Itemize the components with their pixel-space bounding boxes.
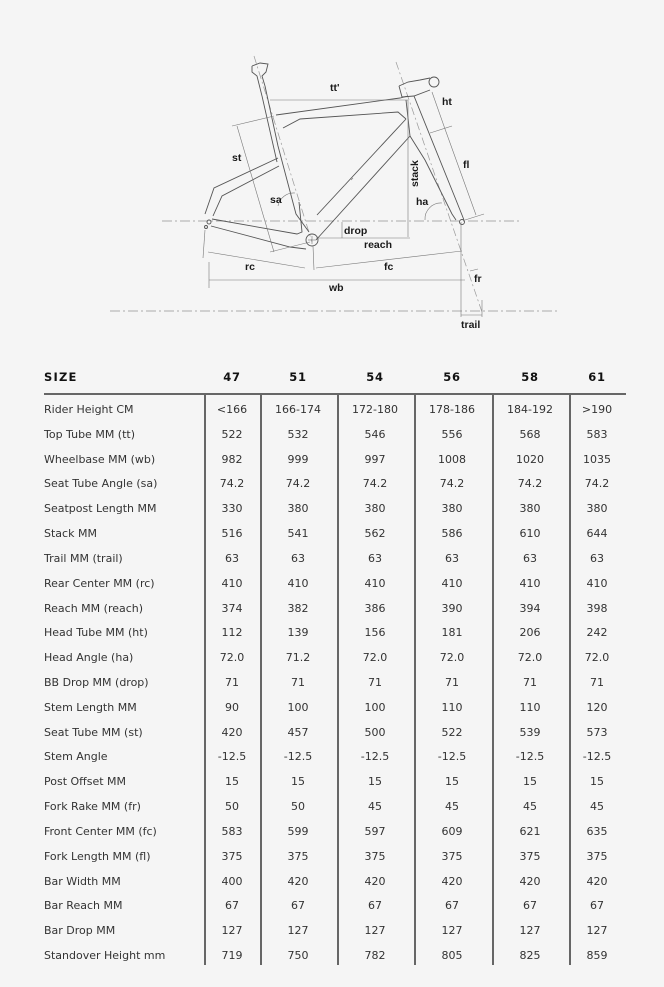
table-cell: 63 (291, 551, 305, 565)
table-cell: 63 (445, 551, 459, 565)
label-sa: sa (270, 194, 282, 206)
table-cell: -12.5 (437, 750, 467, 764)
row-label: Bar Reach MM (44, 899, 123, 913)
row-label: Bar Drop MM (44, 924, 116, 938)
table-cell: 67 (445, 899, 459, 913)
table-cell: 74.2 (584, 477, 610, 491)
table-cell: 181 (441, 626, 463, 640)
table-cell: 546 (364, 427, 386, 441)
table-cell: 420 (519, 874, 541, 888)
label-rc: rc (245, 261, 255, 273)
column-divider (337, 394, 339, 965)
table-cell: 74.2 (517, 477, 543, 491)
table-cell: 750 (287, 949, 309, 963)
table-cell: 166-174 (275, 403, 321, 416)
table-cell: 522 (441, 725, 463, 739)
row-label: Stem Length MM (44, 700, 137, 714)
table-cell: 127 (287, 924, 309, 938)
table-cell: 410 (441, 576, 463, 590)
label-wb: wb (329, 282, 344, 294)
row-label: Reach MM (reach) (44, 601, 144, 615)
table-cell: 72.0 (584, 651, 610, 665)
table-cell: 374 (221, 601, 243, 615)
table-cell: 63 (225, 551, 239, 565)
table-cell: 242 (586, 626, 608, 640)
table-cell: 45 (523, 800, 537, 814)
size-header: SIZE (44, 370, 78, 384)
table-cell: 375 (364, 849, 386, 863)
row-label: Stem Angle (44, 750, 108, 764)
table-cell: 127 (441, 924, 463, 938)
table-cell: 375 (441, 849, 463, 863)
row-label: Fork Rake MM (fr) (44, 800, 141, 814)
table-cell: 380 (364, 502, 386, 516)
size-column-header: 58 (521, 370, 539, 384)
table-cell: 1020 (516, 452, 544, 466)
table-cell: 568 (519, 427, 541, 441)
row-label: Standover Height mm (44, 949, 166, 963)
table-cell: 120 (586, 700, 608, 714)
table-cell: 50 (225, 800, 239, 814)
row-label: Bar Width MM (44, 874, 121, 888)
table-cell: 1008 (438, 452, 466, 466)
table-cell: 330 (221, 502, 243, 516)
table-cell: 74.2 (285, 477, 311, 491)
table-cell: 610 (519, 527, 541, 541)
table-cell: 583 (221, 824, 243, 838)
row-label: Head Tube MM (ht) (44, 626, 148, 640)
table-cell: -12.5 (360, 750, 390, 764)
table-cell: 100 (364, 700, 386, 714)
label-fl: fl (463, 159, 470, 171)
table-cell: 982 (221, 452, 243, 466)
table-cell: 45 (590, 800, 604, 814)
table-cell: 394 (519, 601, 541, 615)
table-cell: 45 (368, 800, 382, 814)
table-cell: 410 (586, 576, 608, 590)
table-cell: 15 (445, 775, 459, 789)
table-cell: 556 (441, 427, 463, 441)
table-cell: 573 (586, 725, 608, 739)
column-divider (492, 394, 494, 965)
table-cell: 516 (221, 527, 243, 541)
table-cell: 410 (221, 576, 243, 590)
table-cell: 375 (519, 849, 541, 863)
row-label: Seat Tube Angle (sa) (44, 477, 158, 491)
table-cell: 541 (287, 527, 309, 541)
table-cell: 127 (519, 924, 541, 938)
table-cell: 67 (225, 899, 239, 913)
table-cell: 63 (368, 551, 382, 565)
table-cell: 380 (287, 502, 309, 516)
table-cell: 127 (221, 924, 243, 938)
table-cell: 72.0 (517, 651, 543, 665)
table-cell: 382 (287, 601, 309, 615)
table-cell: 500 (364, 725, 386, 739)
table-cell: 420 (364, 874, 386, 888)
table-cell: 420 (221, 725, 243, 739)
table-cell: 15 (590, 775, 604, 789)
table-cell: 644 (586, 527, 608, 541)
row-label: Post Offset MM (44, 775, 127, 789)
table-cell: 380 (441, 502, 463, 516)
table-cell: 997 (364, 452, 386, 466)
size-column-header: 61 (588, 370, 606, 384)
table-cell: 522 (221, 427, 243, 441)
table-cell: 71 (291, 676, 305, 690)
table-cell: 375 (586, 849, 608, 863)
table-cell: 15 (368, 775, 382, 789)
row-label: Front Center MM (fc) (44, 824, 157, 838)
table-cell: 50 (291, 800, 305, 814)
table-cell: 127 (586, 924, 608, 938)
table-cell: 1035 (583, 452, 611, 466)
row-label: Top Tube MM (tt) (44, 427, 136, 441)
table-cell: 805 (441, 949, 463, 963)
table-cell: 67 (590, 899, 604, 913)
label-tt: tt' (330, 82, 340, 94)
table-cell: -12.5 (283, 750, 313, 764)
table-cell: 71 (523, 676, 537, 690)
header-divider (44, 393, 626, 395)
table-cell: 67 (368, 899, 382, 913)
table-cell: 609 (441, 824, 463, 838)
table-cell: 45 (445, 800, 459, 814)
table-cell: 386 (364, 601, 386, 615)
row-label: Trail MM (trail) (44, 551, 123, 565)
row-label: Seat Tube MM (st) (44, 725, 143, 739)
table-cell: 67 (523, 899, 537, 913)
table-cell: 71 (368, 676, 382, 690)
label-stack: stack (409, 160, 421, 187)
row-label: BB Drop MM (drop) (44, 676, 149, 690)
table-cell: -12.5 (582, 750, 612, 764)
table-cell: 532 (287, 427, 309, 441)
size-column-header: 54 (366, 370, 384, 384)
table-cell: 72.0 (219, 651, 245, 665)
table-cell: 635 (586, 824, 608, 838)
table-cell: 420 (287, 874, 309, 888)
table-cell: 375 (221, 849, 243, 863)
table-cell: 597 (364, 824, 386, 838)
table-cell: <166 (216, 403, 248, 416)
column-divider (414, 394, 416, 965)
label-reach: reach (364, 239, 393, 251)
table-cell: 112 (221, 626, 243, 640)
table-cell: 375 (287, 849, 309, 863)
row-label: Rear Center MM (rc) (44, 576, 155, 590)
label-ha: ha (416, 196, 429, 208)
table-cell: 206 (519, 626, 541, 640)
table-cell: 380 (519, 502, 541, 516)
table-cell: -12.5 (217, 750, 247, 764)
row-label: Head Angle (ha) (44, 651, 134, 665)
table-cell: 110 (441, 700, 463, 714)
table-cell: 621 (519, 824, 541, 838)
table-cell: 380 (586, 502, 608, 516)
table-cell: 719 (221, 949, 243, 963)
table-cell: 156 (364, 626, 386, 640)
table-cell: 562 (364, 527, 386, 541)
table-cell: -12.5 (515, 750, 545, 764)
label-st: st (232, 152, 242, 164)
size-column-header: 56 (443, 370, 461, 384)
label-ht: ht (442, 96, 452, 108)
table-cell: 71 (445, 676, 459, 690)
label-trail: trail (461, 319, 481, 331)
table-cell: 74.2 (219, 477, 245, 491)
table-cell: 400 (221, 874, 243, 888)
table-cell: 72.0 (362, 651, 388, 665)
table-cell: 74.2 (362, 477, 388, 491)
table-cell: 15 (291, 775, 305, 789)
table-cell: 127 (364, 924, 386, 938)
table-cell: 420 (441, 874, 463, 888)
row-label: Seatpost Length MM (44, 502, 157, 516)
table-cell: 859 (586, 949, 608, 963)
table-cell: 63 (523, 551, 537, 565)
table-cell: 825 (519, 949, 541, 963)
table-cell: 539 (519, 725, 541, 739)
table-cell: 74.2 (439, 477, 465, 491)
table-cell: 410 (287, 576, 309, 590)
table-cell: 457 (287, 725, 309, 739)
table-cell: 15 (225, 775, 239, 789)
table-cell: 15 (523, 775, 537, 789)
table-cell: 172-180 (352, 403, 398, 416)
table-cell: 184-192 (507, 403, 553, 416)
table-cell: 999 (287, 452, 309, 466)
table-cell: 71.2 (285, 651, 311, 665)
table-cell: 410 (519, 576, 541, 590)
size-column-header: 51 (289, 370, 307, 384)
table-cell: 100 (287, 700, 309, 714)
table-cell: >190 (581, 403, 613, 416)
table-cell: 67 (291, 899, 305, 913)
table-cell: 420 (586, 874, 608, 888)
label-fc: fc (384, 261, 394, 273)
table-cell: 72.0 (439, 651, 465, 665)
table-cell: 583 (586, 427, 608, 441)
label-fr: fr (474, 273, 482, 285)
table-cell: 410 (364, 576, 386, 590)
table-cell: 586 (441, 527, 463, 541)
label-drop: drop (344, 225, 368, 237)
row-label: Stack MM (44, 527, 97, 541)
table-cell: 139 (287, 626, 309, 640)
table-cell: 90 (225, 700, 239, 714)
table-cell: 110 (519, 700, 541, 714)
table-cell: 782 (364, 949, 386, 963)
table-cell: 63 (590, 551, 604, 565)
table-cell: 390 (441, 601, 463, 615)
table-cell: 71 (590, 676, 604, 690)
row-label: Fork Length MM (fl) (44, 849, 151, 863)
size-column-header: 47 (223, 370, 241, 384)
table-cell: 599 (287, 824, 309, 838)
table-cell: 178-186 (429, 403, 475, 416)
row-label: Wheelbase MM (wb) (44, 452, 156, 466)
row-label: Rider Height CM (44, 403, 134, 416)
table-cell: 398 (586, 601, 608, 615)
table-cell: 71 (225, 676, 239, 690)
